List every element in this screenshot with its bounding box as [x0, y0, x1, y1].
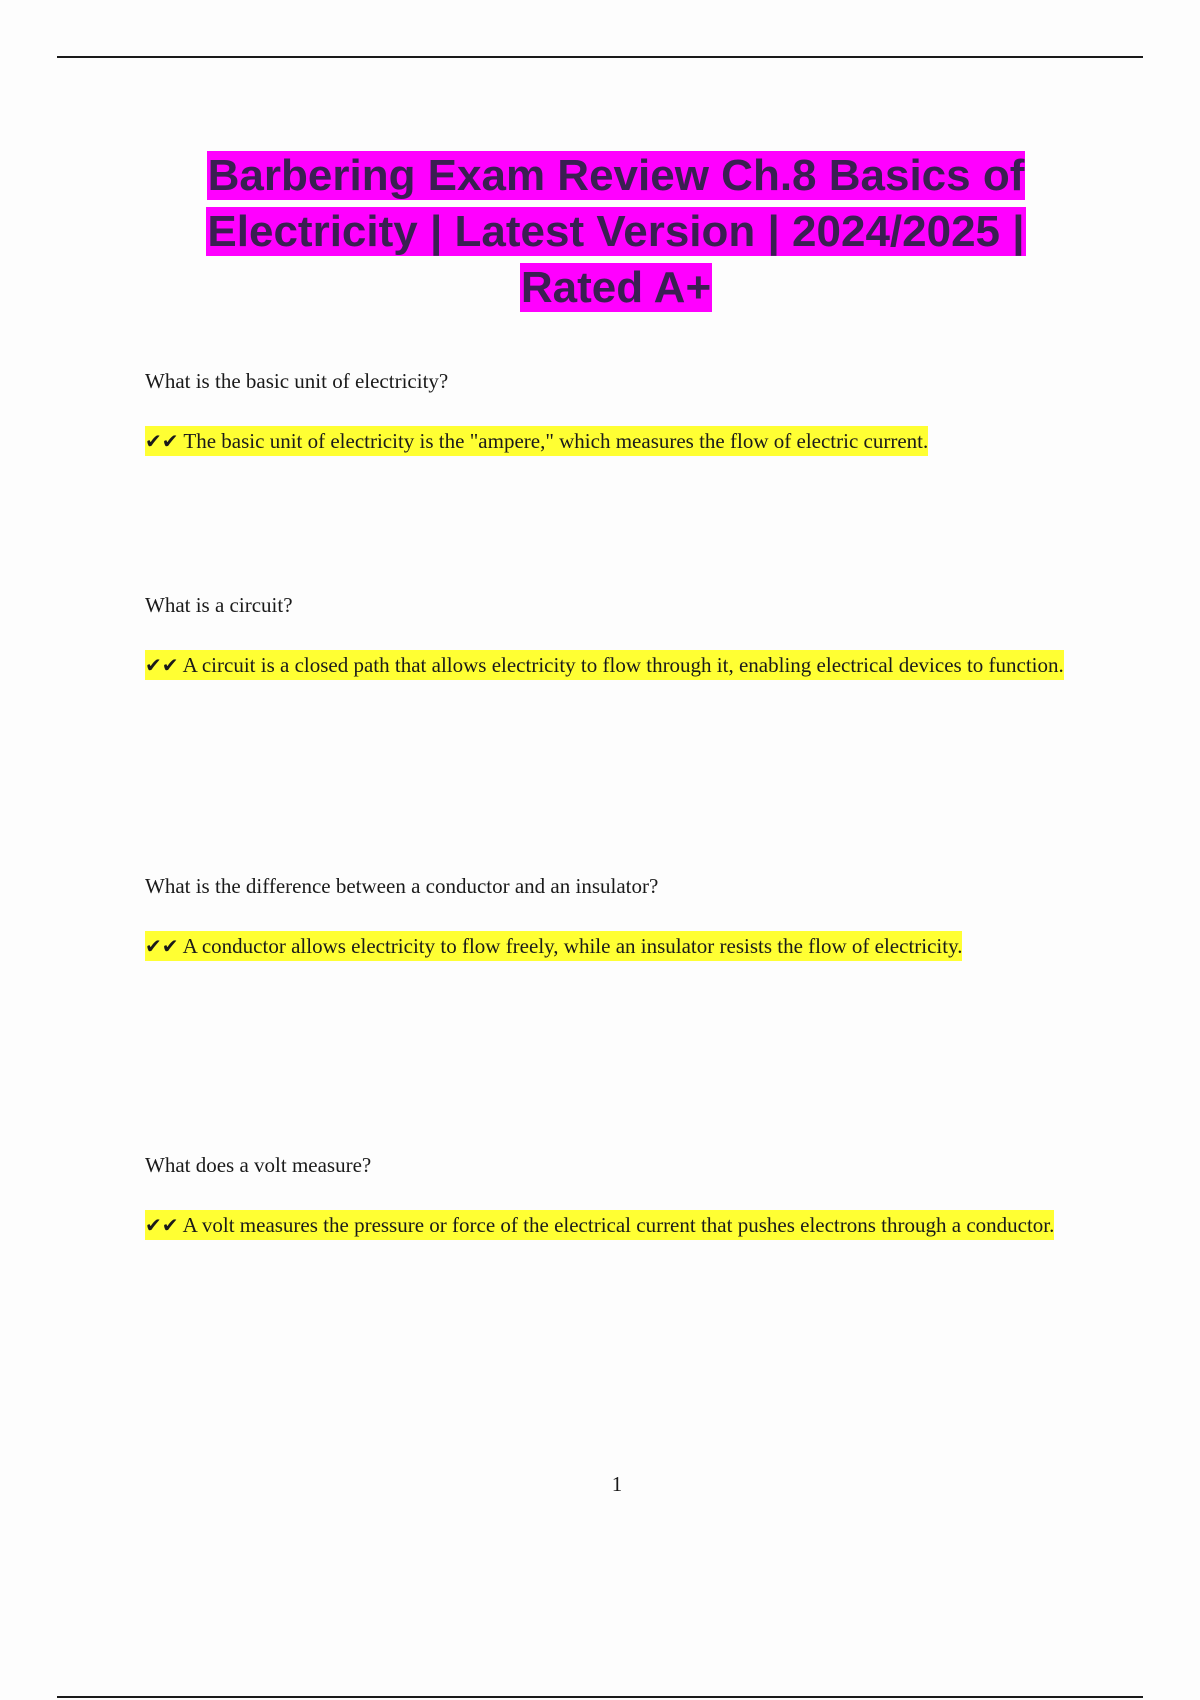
title-text: Barbering Exam Review Ch.8 Basics of Electricity | Latest Version | 2024/2025 | Rated A+	[207, 151, 1025, 312]
answer-body: The basic unit of electricity is the "ampere," which measures the flow of electric current.	[183, 429, 929, 453]
question-text: What does a volt measure?	[145, 1153, 372, 1177]
page-title	[150, 148, 1082, 316]
answer-text	[145, 916, 1095, 976]
answer-text	[145, 635, 1095, 695]
answer-body: A conductor allows electricity to flow freely, while an insulator resists the flow of electricity.	[182, 934, 963, 958]
question-text: What is a circuit?	[145, 593, 293, 617]
qa-item-1	[145, 367, 1095, 471]
double-check-icon: ✔✔	[145, 1213, 179, 1237]
double-check-icon: ✔✔	[145, 653, 179, 677]
footer-rule	[57, 1696, 1143, 1698]
answer-text	[145, 411, 1095, 471]
question-text: What is the basic unit of electricity?	[145, 369, 449, 393]
page-number: 1	[611, 1472, 623, 1496]
answer-body: A volt measures the pressure or force of the electrical current that pushes electrons through a conductor.	[182, 1213, 1055, 1237]
qa-item-3	[145, 872, 1095, 976]
answer-body: A circuit is a closed path that allows electricity to flow through it, enabling electrical devices to function.	[182, 653, 1064, 677]
question-text: What is the difference between a conductor and an insulator?	[145, 874, 659, 898]
double-check-icon: ✔✔	[145, 429, 179, 453]
double-check-icon: ✔✔	[145, 934, 179, 958]
header-rule	[57, 56, 1143, 58]
answer-text	[145, 1195, 1095, 1255]
qa-item-2	[145, 591, 1095, 695]
title-block	[150, 148, 1082, 316]
qa-item-4	[145, 1151, 1095, 1255]
